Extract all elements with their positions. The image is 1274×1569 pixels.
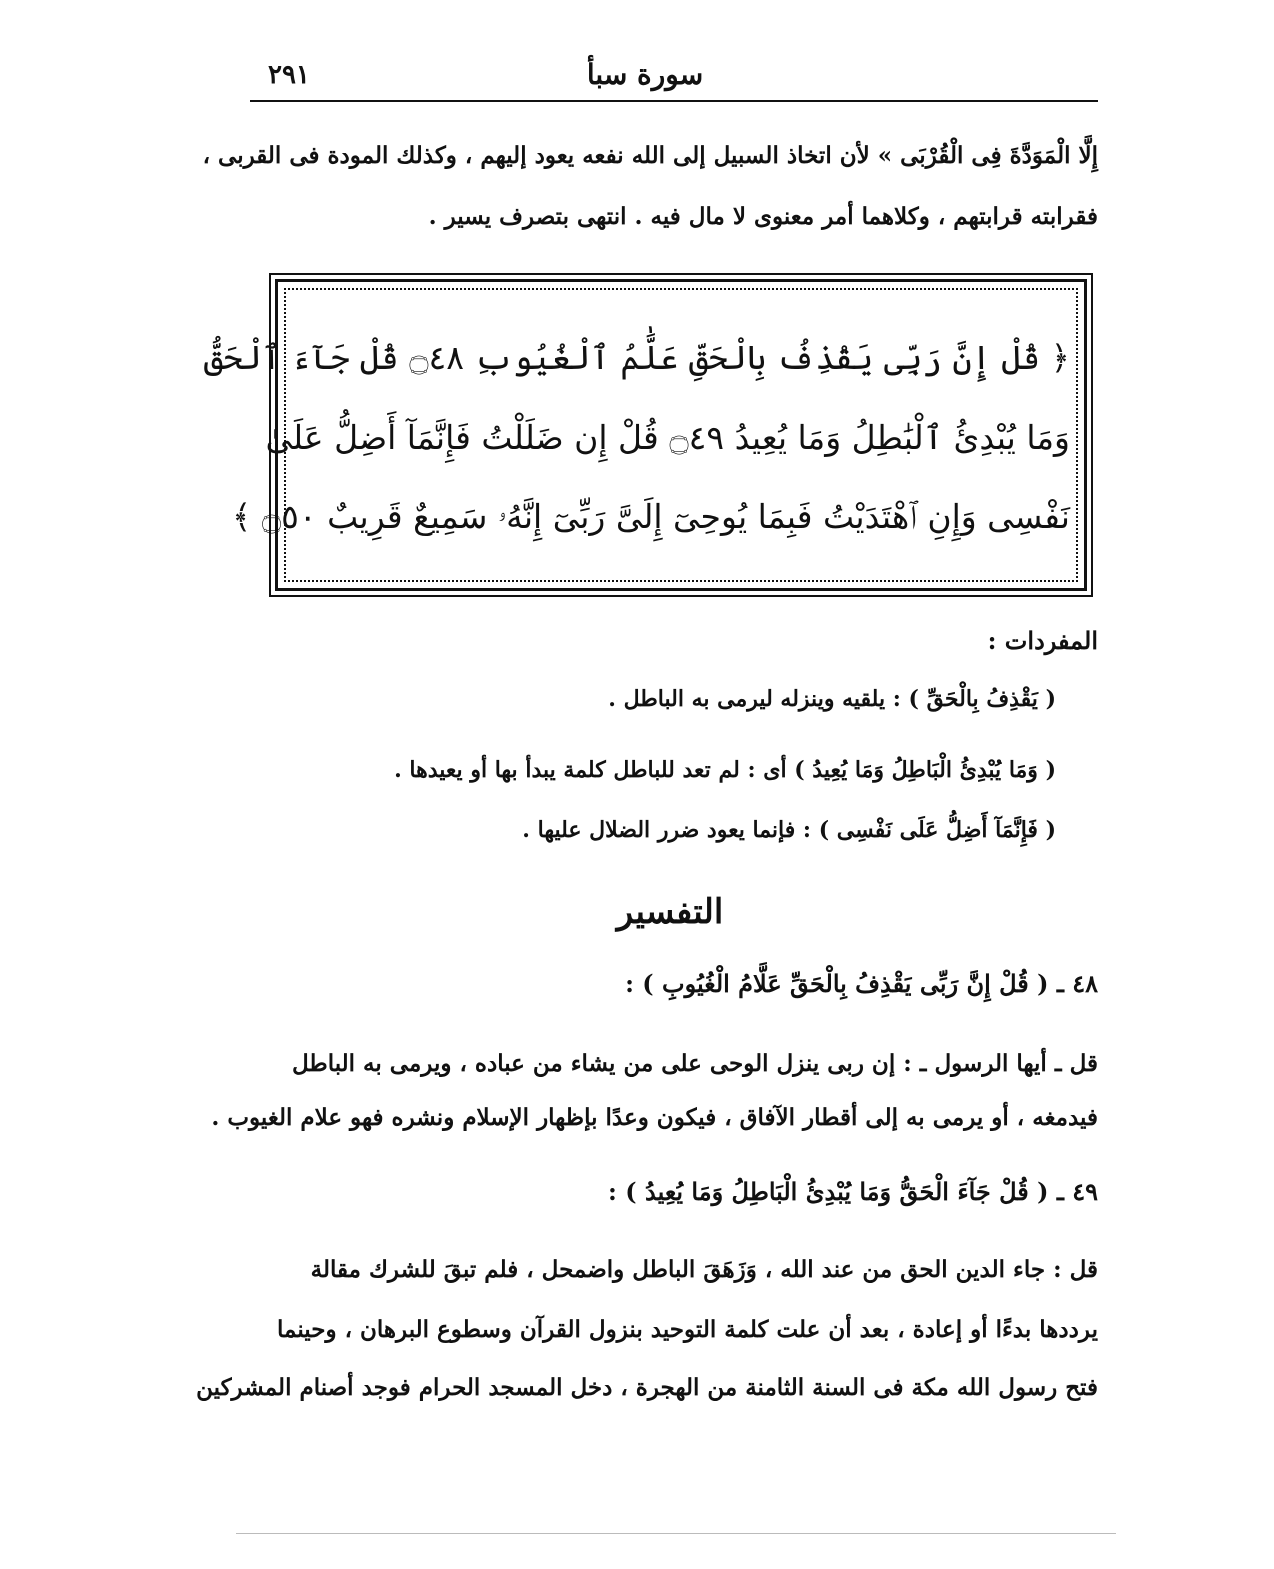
- verse-49-commentary-line: يرددها بدءًا أو إعادة ، بعد أن علت كلمة التوحيد بنزول القرآن وسطوع البرهان ، وحينما: [277, 1316, 1098, 1343]
- verse-line-2: وَمَا يُبْدِئُ ٱلْبَٰطِلُ وَمَا يُعِيدُ ۝٤٩ قُلْ إِن ضَلَلْتُ فَإِنَّمَآ أَضِلُّ عَلَىٰ: [265, 418, 1070, 457]
- verse-49-commentary-line: قل : جاء الدين الحق من عند الله ، وَزَهَقَ الباطل واضمحل ، فلم تبقَ للشرك مقالة: [310, 1256, 1098, 1283]
- quran-verse-box: [203, 279, 1087, 591]
- vocabulary-item: ( فَإِنَّمَآ أَضِلُّ عَلَى نَفْسِى ) : فإنما يعود ضرر الضلال عليها .: [522, 817, 1056, 843]
- tafsir-heading: التفسير: [616, 892, 724, 932]
- header-divider: [250, 100, 1098, 102]
- vocabulary-item: ( وَمَا يُبْدِئُ الْبَاطِلُ وَمَا يُعِيدُ ) أى : لم تعد للباطل كلمة يبدأ بها أو يعيدها .: [394, 757, 1056, 783]
- intro-line-2: فقرابته قرابتهم ، وكلاهما أمر معنوى لا مال فيه . انتهى بتصرف يسير .: [428, 203, 1098, 230]
- vocabulary-heading: المفردات :: [987, 626, 1098, 655]
- verse-line-1: ﴿ قُلْ إِنَّ رَبِّى يَقْذِفُ بِالْحَقِّ عَلَّٰمُ ٱلْغُيُوبِ ۝٤٨ قُلْ جَآءَ ٱلْحَقُّ: [203, 338, 1070, 377]
- verse-48-commentary-line: قل ـ أيها الرسول ـ : إن ربى ينزل الوحى على من يشاء من عباده ، ويرمى به الباطل: [291, 1050, 1098, 1077]
- vocabulary-item: ( يَقْذِفُ بِالْحَقِّ ) : يلقيه وينزله ليرمى به الباطل .: [608, 686, 1056, 712]
- verse-line-3: نَفْسِى وَإِنِ ٱهْتَدَيْتُ فَبِمَا يُوحِىٓ إِلَىَّ رَبِّىٓ إِنَّهُۥ سَمِيعٌ قَرِيبٌ ۝٥٠ ﴾: [232, 497, 1070, 536]
- verse-49-commentary-line: فتح رسول الله مكة فى السنة الثامنة من الهجرة ، دخل المسجد الحرام فوجد أصنام المشركين: [196, 1374, 1098, 1401]
- verse-48-reference: ٤٨ ـ ( قُلْ إِنَّ رَبِّى يَقْذِفُ بِالْحَقِّ عَلَّامُ الْغُيُوبِ ) :: [625, 969, 1098, 998]
- verse-48-commentary-line: فيدمغه ، أو يرمى به إلى أقطار الآفاق ، فيكون وعدًا بإظهار الإسلام ونشره فهو علام الغيوب .: [211, 1104, 1098, 1131]
- verse-49-reference: ٤٩ ـ ( قُلْ جَآءَ الْحَقُّ وَمَا يُبْدِئُ الْبَاطِلُ وَمَا يُعِيدُ ) :: [608, 1177, 1098, 1206]
- page-number: ٢٩١: [268, 60, 310, 90]
- scan-edge-line: [236, 1533, 1116, 1534]
- page-header-title: سورة سبأ: [586, 58, 704, 91]
- intro-line-1: إِلَّا الْمَوَدَّةَ فِى الْقُرْبَى » لأن اتخاذ السبيل إلى الله نفعه يعود إليهم ، وكذلك المودة فى القربى ،: [202, 142, 1098, 169]
